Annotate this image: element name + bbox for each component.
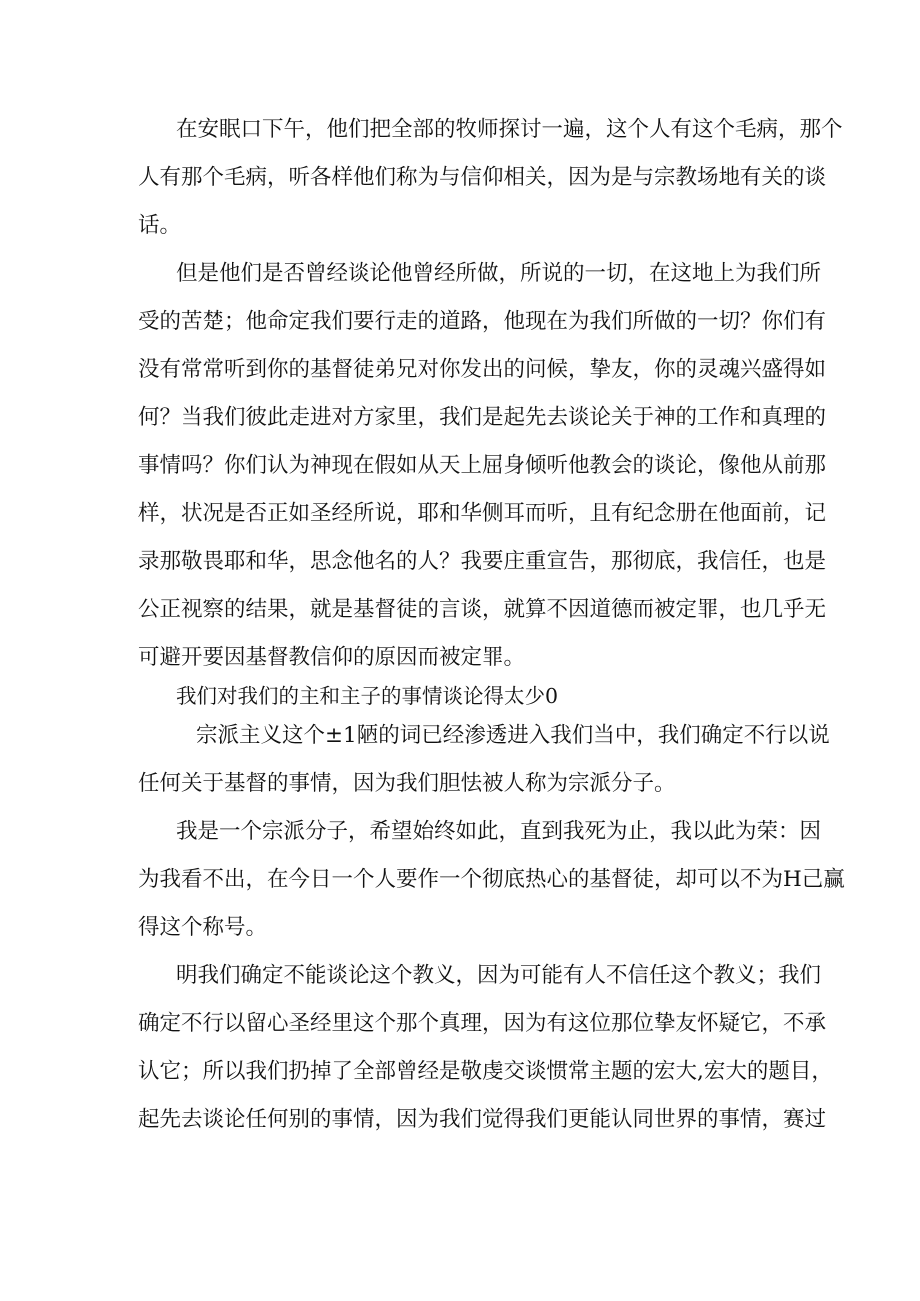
text-line: 受的苦楚；他命定我们要行走的道路，他现在为我们所做的一切？你们有 xyxy=(138,309,827,334)
text-line: 但是他们是否曾经谈论他曾经所做，所说的一切，在这地上为我们所 xyxy=(176,261,822,286)
text-line: 公正视察的结果，就是基督徒的言谈，就算不因道德而被定罪，也几乎无 xyxy=(138,597,827,622)
text-line: 我是一个宗派分子，希望始终如此，直到我死为止，我以此为荣：因 xyxy=(176,819,822,844)
text-line: 确定不行以留心圣经里这个那个真理，因为有这位那位挚友怀疑它，不承 xyxy=(138,1011,827,1036)
text-line: 事情吗？你们认为神现在假如从天上屈身倾听他教会的谈论，像他从前那 xyxy=(138,453,827,478)
text-line: 可避开要因基督教信仰的原因而被定罪。 xyxy=(138,645,526,670)
text-line: 话。 xyxy=(138,213,182,238)
text-line: 录那敬畏耶和华，思念他名的人？我要庄重宣告，那彻底，我信任，也是 xyxy=(138,549,827,574)
text-line: 得这个称号。 xyxy=(138,915,268,940)
text-line: 人有那个毛病，听各样他们称为与信仰相关，因为是与宗教场地有关的谈 xyxy=(138,165,827,190)
text-line: 起先去谈论任何别的事情，因为我们觉得我们更能认同世界的事情，赛过 xyxy=(138,1107,827,1132)
text-line: 明我们确定不能谈论这个教义，因为可能有人不信任这个教义；我们 xyxy=(176,963,822,988)
text-line: 宗派主义这个±1陋的词已经渗透进入我们当中，我们确定不行以说 xyxy=(196,723,830,748)
text-line: 为我看不出，在今日一个人要作一个彻底热心的基督徒，却可以不为H己赢 xyxy=(138,867,845,892)
text-line: 在安眠口下午，他们把全部的牧师探讨一遍，这个人有这个毛病，那个 xyxy=(176,117,843,142)
text-line: 没有常常听到你的基督徒弟兄对你发出的问候，挚友，你的灵魂兴盛得如 xyxy=(138,357,827,382)
text-line: 何？当我们彼此走进对方家里，我们是起先去谈论关于神的工作和真理的 xyxy=(138,405,827,430)
text-line: 样，状况是否正如圣经所说，耶和华侧耳而听，且有纪念册在他面前，记 xyxy=(138,501,827,526)
text-line: 我们对我们的主和主子的事情谈论得太少0 xyxy=(176,684,559,708)
text-line: 任何关于基督的事情，因为我们胆怯被人称为宗派分子。 xyxy=(138,771,676,796)
text-line: 认它；所以我们扔掉了全部曾经是敬虔交谈惯常主题的宏大,宏大的题目， xyxy=(138,1059,833,1084)
